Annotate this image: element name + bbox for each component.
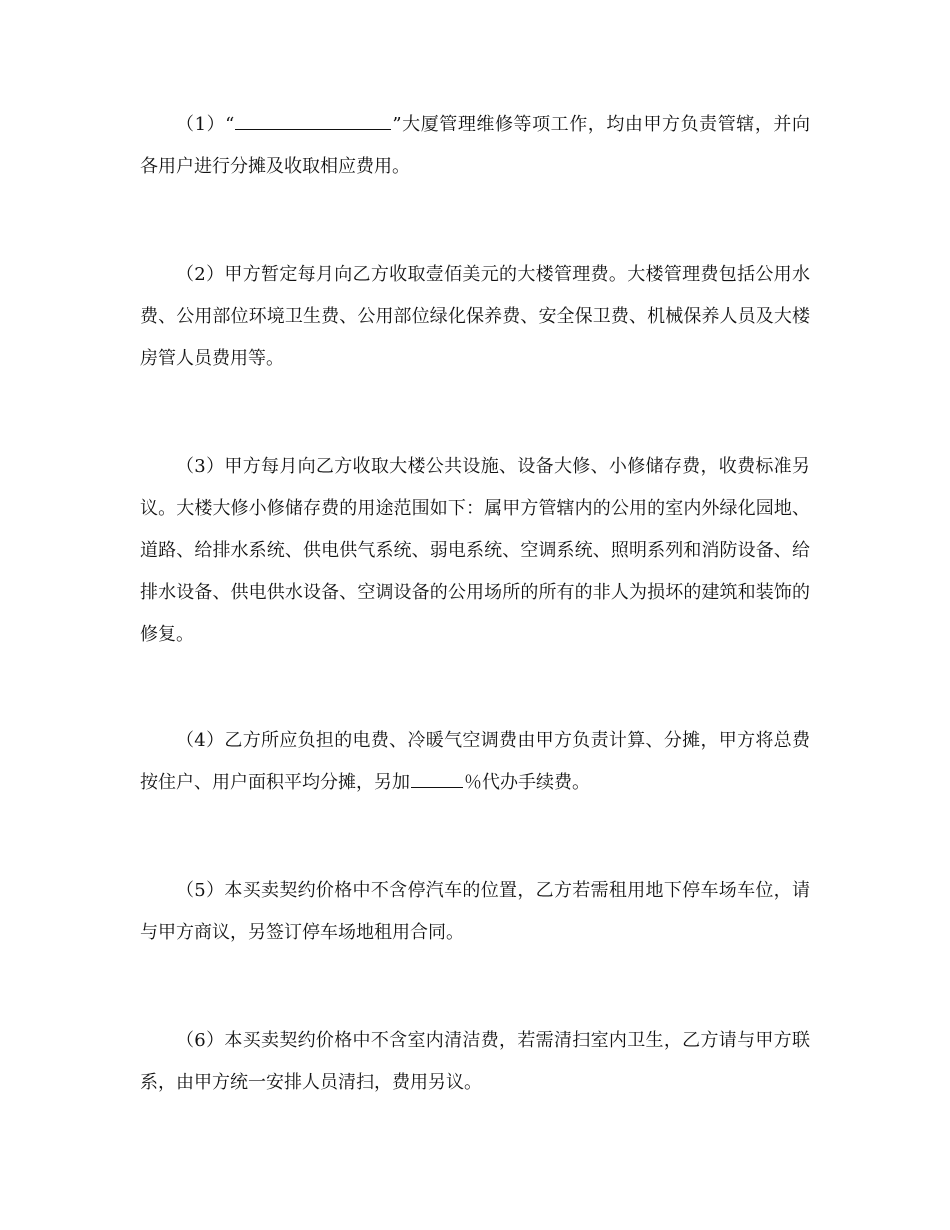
clause-3 (140, 446, 810, 656)
clause-6-text: （6）本买卖契约价格中不含室内清洁费，若需清扫室内卫生，乙方请与甲方联系，由甲方统一安排人员清扫，费用另议。 (140, 1030, 810, 1093)
clause-4 (140, 720, 810, 804)
clause-4-text-after-blank: ％代办手续费。 (464, 772, 590, 793)
clause-1-text-before-blank: （1）“ (176, 114, 235, 135)
clause-5 (140, 870, 810, 954)
clause-6 (140, 1020, 810, 1104)
clause-3-text: （3）甲方每月向乙方收取大楼公共设施、设备大修、小修储存费，收费标准另议。大楼大修小修储存费的用途范围如下：属甲方管辖内的公用的室内外绿化园地、道路、给排水系统、供电供气系统、弱电系统、空调系统、照明系列和消防设备、给排水设备、供电供水设备、空调设备的公用场所的所有的非人为损坏的建筑和装饰的修复。 (140, 456, 810, 645)
clause-2 (140, 254, 810, 380)
clause-2-text: （2）甲方暂定每月向乙方收取壹佰美元的大楼管理费。大楼管理费包括公用水费、公用部位环境卫生费、公用部位绿化保养费、安全保卫费、机械保养人员及大楼房管人员费用等。 (140, 264, 810, 369)
clause-1-text-after-blank: ”大厦管理维修等项工作，均由甲方负责管辖，并向各用户进行分摊及收取相应费用。 (140, 114, 811, 177)
clause-1 (140, 104, 810, 188)
building-name-blank (235, 111, 391, 130)
fee-percentage-blank (411, 769, 463, 788)
clause-5-text: （5）本买卖契约价格中不含停汽车的位置，乙方若需租用地下停车场车位，请与甲方商议，另签订停车场地租用合同。 (140, 880, 810, 943)
clause-4-text-before-blank: （4）乙方所应负担的电费、冷暖气空调费由甲方负责计算、分摊，甲方将总费按住户、用户面积平均分摊，另加 (140, 730, 810, 793)
